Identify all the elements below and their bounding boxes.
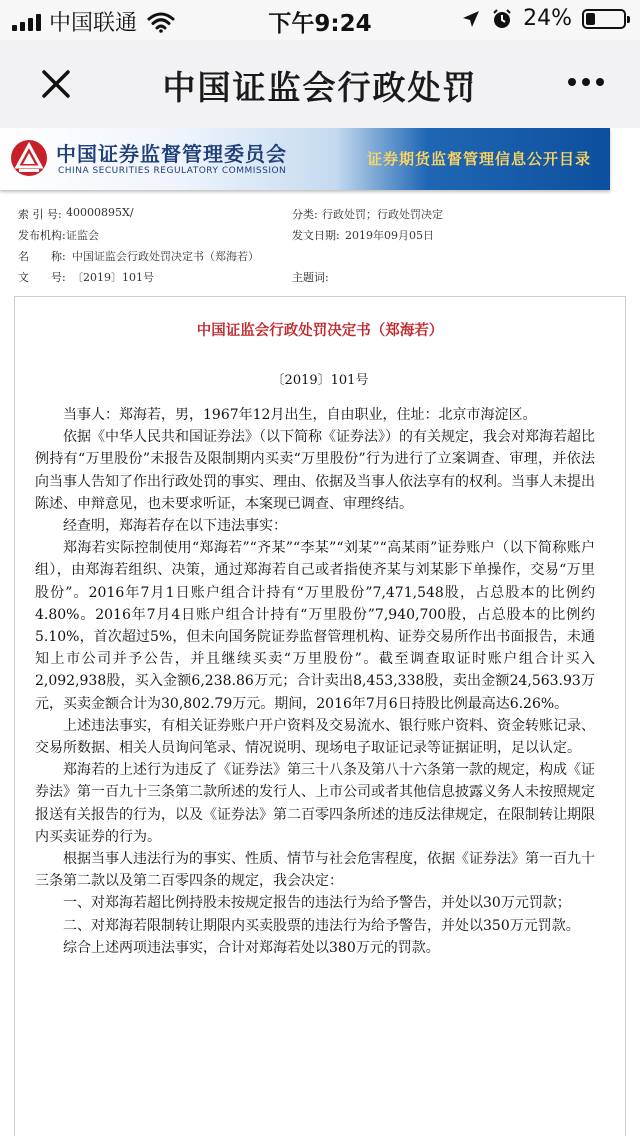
site-banner	[0, 128, 610, 190]
org-name-en: CHINA SECURITIES REGULATORY COMMISSION	[58, 166, 287, 176]
nav-bar	[0, 40, 640, 128]
publisher-value: 证监会	[66, 229, 99, 242]
category-value: 行政处罚；行政处罚决定	[322, 208, 443, 221]
category-label: 分类:	[292, 208, 318, 221]
status-time: 下午9:24	[268, 11, 372, 37]
publisher-label: 发布机构:	[18, 229, 66, 242]
web-content[interactable]	[0, 128, 640, 1136]
doc-paragraph: 二、对郑海若限制转让期限内买卖股票的违法行为给予警告，并处以350万元罚款。	[63, 917, 580, 934]
battery-icon	[582, 9, 626, 29]
document-body	[35, 404, 595, 959]
org-name: 中国证券监督管理委员会	[56, 142, 287, 166]
status-right	[461, 6, 626, 31]
date-value: 2019年09月05日	[345, 229, 434, 242]
doc-paragraph: 根据当事人违法行为的事实、性质、情节与社会危害程度，依据《证券法》第一百九十三条第二款以及第二百零四条的规定，我会决定：	[35, 851, 595, 890]
more-options-icon[interactable]	[568, 78, 604, 86]
doc-paragraph: 上述违法事实，有相关证券账户开户资料及交易流水、银行账户资料、资金转账记录、交易所数据、相关人员询问笔录、情况说明、现场电子取证记录等证据证明，足以认定。	[35, 717, 595, 757]
alarm-icon	[491, 8, 513, 30]
docno-label: 文 号:	[18, 271, 66, 284]
doc-paragraph: 依据《中华人民共和国证券法》（以下简称《证券法》）的有关规定，我会对郑海若超比例持有“万里股份”未报告及限制期内买卖“万里股份”行为进行了立案调查、审理，并依法向当事人告知了作出行政处罚的事实、理由、依据及当事人依法享有的权利。当事人未提出陈述、申辩意见，也未要求听证，本案现已调查、审理终结。	[35, 429, 595, 512]
catalog-title: 证券期货监督管理信息公开目录	[367, 150, 592, 168]
doc-paragraph: 综合上述两项违法事实，合计对郑海若处以380万元的罚款。	[63, 939, 440, 956]
location-arrow-icon	[461, 9, 481, 29]
document-number: 〔2019〕101号	[271, 373, 369, 388]
carrier-label: 中国联通	[49, 11, 138, 36]
subject-label: 主题词:	[292, 271, 329, 284]
doc-paragraph: 当事人：郑海若，男，1967年12月出生，自由职业，住址：北京市海淀区。	[63, 407, 537, 423]
doc-paragraph: 经查明，郑海若存在以下违法事实：	[63, 518, 287, 535]
status-bar	[0, 0, 640, 40]
battery-percent: 24%	[523, 6, 572, 31]
document-title: 中国证监会行政处罚决定书（郑海若）	[196, 323, 444, 339]
name-value: 中国证监会行政处罚决定书（郑海若）	[72, 250, 259, 263]
doc-paragraph: 郑海若的上述行为违反了《证券法》第三十八条及第八十六条第一款的规定，构成《证券法》第一百九十三条第二款所述的发行人、上市公司或者其他信息披露义务人未按照规定报送有关报告的行为，以及《证券法》第二百零四条所述的违反法律规定，在限制转让期限内买卖证券的行为。	[35, 762, 595, 845]
index-value: 40000895X/	[66, 206, 134, 219]
document-frame	[14, 296, 626, 1136]
name-label: 名 称:	[18, 250, 66, 263]
index-label: 索 引 号:	[18, 208, 62, 221]
docno-value: 〔2019〕101号	[72, 271, 154, 284]
doc-paragraph: 一、对郑海若超比例持股未按规定报告的违法行为给予警告，并处以30万元罚款；	[63, 895, 571, 912]
page-title: 中国证监会行政处罚	[162, 68, 478, 107]
date-label: 发文日期:	[292, 229, 340, 242]
doc-paragraph: 郑海若实际控制使用“郑海若”“齐某”“李某”“刘某”“高某雨”证券账户（以下简称账户组），由郑海若组织、决策，通过郑海若自己或者指使齐某与刘某影下单操作，交易“万里股份”。2016年7月1日账户组合计持有“万里股份”7,471,548股，占总股本的比例约4.80%。2016年7月4日账户组合计持有“万里股份”7,940,700股，占总股本的比例约5.10%，首次超过5%，但未向国务院证券监督管理机构、证券交易所作出书面报告，未通知上市公司并予公告，并且继续买卖“万里股份”。截至调查取证时账户组合计买入2,092,938股，买入金额6,238.86万元；合计卖出8,453,338股，卖出金额24,563.93万元，买卖金额合计为30,802.79万元。期间，2016年7月6日持股比例最高达6.26%。	[35, 540, 595, 712]
csrc-logo-icon	[10, 139, 48, 177]
